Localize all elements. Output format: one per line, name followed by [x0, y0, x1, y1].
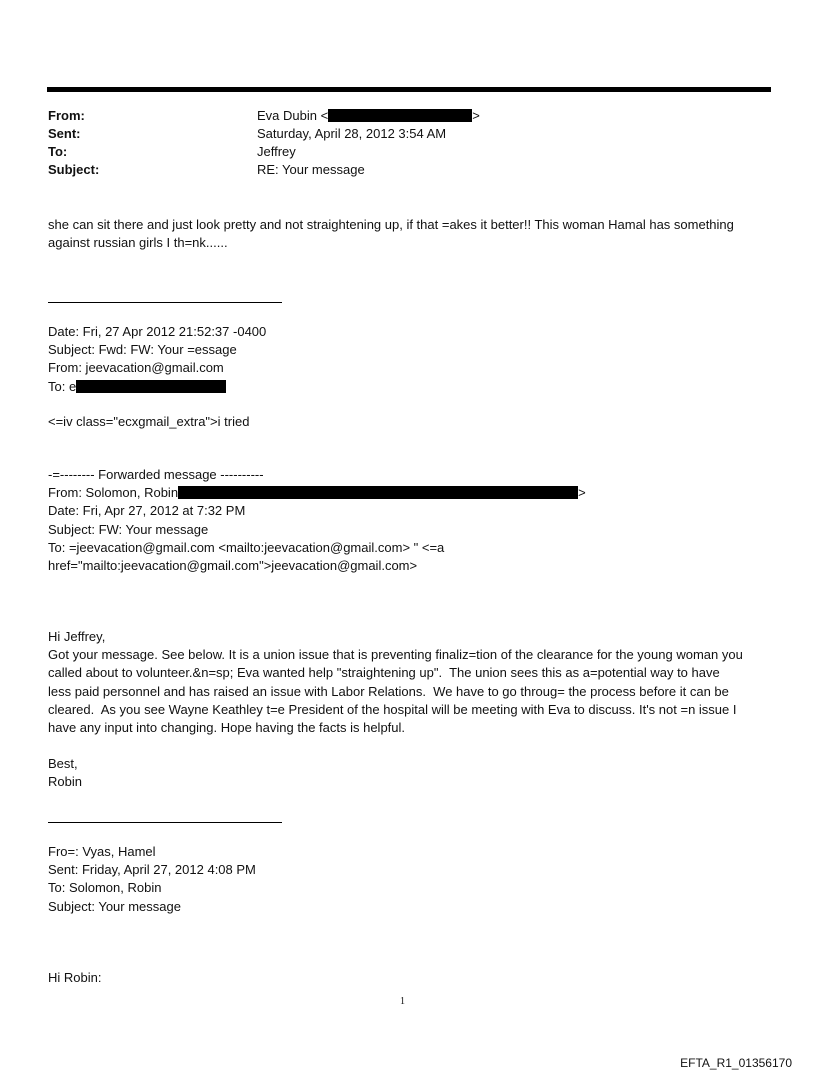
forward-block-3 [48, 843, 778, 916]
fwd1-to [48, 378, 778, 396]
body-line: she can sit there and just look pretty and not straightening up, if that =akes it better!! This woman Hamal has something [48, 217, 734, 232]
fwd2-subject: Subject: FW: Your message [48, 521, 209, 537]
body-intro [48, 216, 778, 252]
fwd1-to-text: To: e [48, 378, 77, 394]
bates-number: EFTA_R1_01356170 [680, 1056, 792, 1070]
fwd2-to-2: href="mailto:jeevacation@gmail.com">jeevacation@gmail.com> [48, 558, 418, 574]
sent-value: Saturday, April 28, 2012 3:54 AM [257, 126, 447, 141]
redaction-box [178, 486, 578, 499]
robin-line: less paid personnel and has raised an issue with Labor Relations. We have to go throug= the process before it can be [48, 683, 729, 699]
fwd2-banner: -=-------- Forwarded message ---------- [48, 467, 264, 482]
to-label: To: [48, 144, 68, 159]
page-number: 1 [400, 996, 405, 1007]
sent-label: Sent: [48, 126, 81, 141]
separator-line [48, 302, 282, 303]
fwd1-subject: Subject: Fwd: FW: Your =essage [48, 342, 237, 358]
to-value: Jeffrey [257, 144, 296, 159]
fwd3-sent: Sent: Friday, April 27, 2012 4:08 PM [48, 862, 256, 878]
body-line: against russian girls I th=nk...... [48, 235, 228, 251]
fwd1-date: Date: Fri, 27 Apr 2012 21:52:37 -0400 [48, 324, 267, 339]
redaction-box [76, 380, 226, 393]
subject-label: Subject: [48, 162, 100, 177]
final-greeting: Hi Robin: [48, 970, 102, 985]
fwd2-to-1: To: =jeevacation@gmail.com <mailto:jeevacation@gmail.com> " <=a [48, 539, 445, 555]
forward-block-1 [48, 323, 778, 396]
from-value-text: Eva Dubin < [257, 108, 329, 123]
separator-line [48, 822, 282, 823]
robin-line: called about to volunteer.&n=sp; Eva wanted help "straightening up". The union sees this as a=potential way to have [48, 665, 720, 681]
robin-message [48, 628, 778, 737]
robin-line: cleared. As you see Wayne Keathley t=e President of the hospital will be meeting with Eva to discuss. It's not =n issue I [48, 701, 737, 717]
fwd3-subject: Subject: Your message [48, 898, 181, 914]
header-rule [47, 87, 771, 92]
closing-name: Robin [48, 774, 82, 790]
subject-value: RE: Your message [257, 162, 365, 177]
robin-line: have any input into changing. Hope having the facts is helpful. [48, 720, 406, 736]
fwd2-from-text: From: Solomon, Robin [48, 485, 179, 501]
fwd2-from-end: > [578, 485, 586, 501]
redaction-box [328, 109, 472, 122]
fwd3-from: Fro=: Vyas, Hamel [48, 844, 156, 859]
forward-block-2 [48, 466, 778, 575]
robin-closing [48, 755, 778, 791]
fwd2-from [48, 484, 778, 502]
fwd3-to: To: Solomon, Robin [48, 880, 162, 896]
fwd2-date: Date: Fri, Apr 27, 2012 at 7:32 PM [48, 503, 246, 519]
from-value-end: > [472, 108, 480, 123]
robin-line: Got your message. See below. It is a union issue that is preventing finaliz=tion of the clearance for the young woman you [48, 647, 743, 663]
closing-best: Best, [48, 756, 78, 771]
from-value [257, 108, 480, 123]
from-label: From: [48, 108, 85, 123]
robin-greeting: Hi Jeffrey, [48, 629, 106, 644]
fwd1-div-line: <=iv class="ecxgmail_extra">i tried [48, 414, 250, 429]
fwd1-from: From: jeevacation@gmail.com [48, 360, 224, 376]
